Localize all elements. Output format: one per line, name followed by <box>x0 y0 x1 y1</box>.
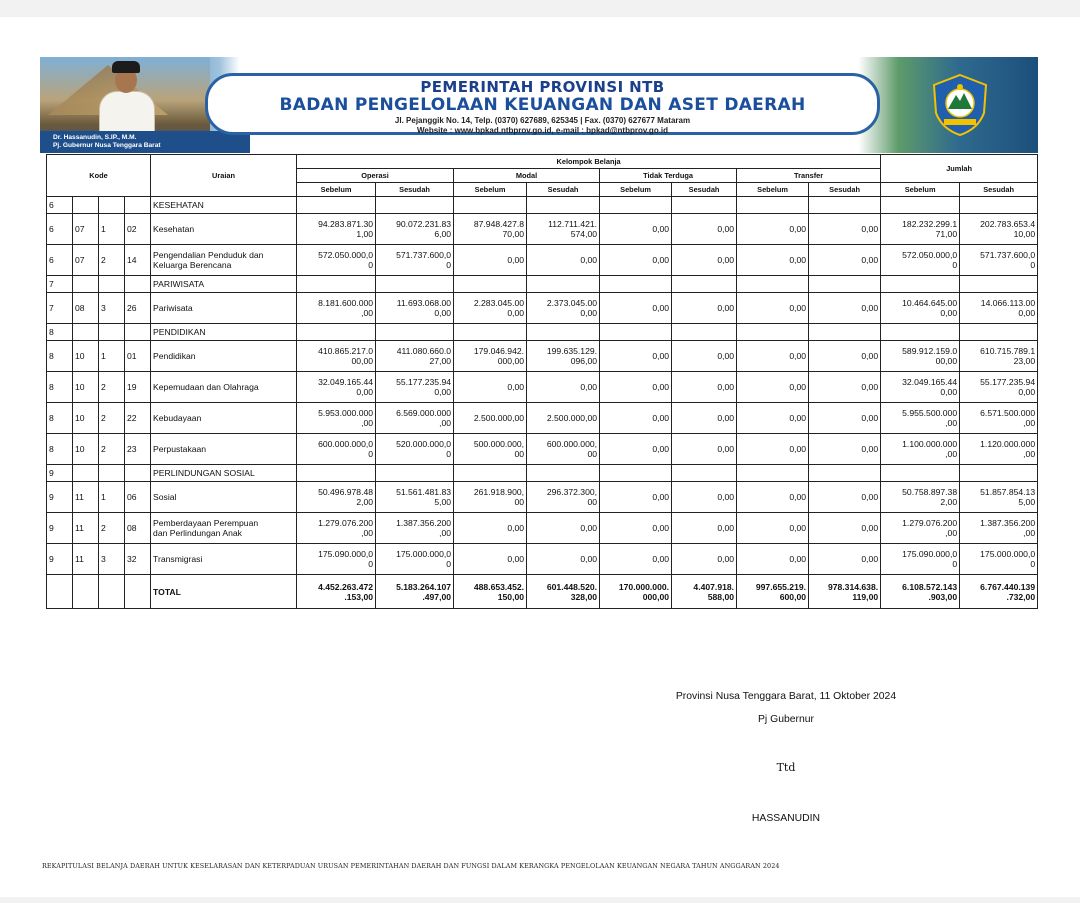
ntb-emblem-icon <box>928 73 992 137</box>
uraian-cell: PARIWISATA <box>151 276 297 293</box>
value-cell: 0,00 <box>600 482 672 513</box>
header-title-province: PEMERINTAH PROVINSI NTB <box>420 78 665 96</box>
value-cell: 182.232.299.1 71,00 <box>881 214 960 245</box>
value-cell-empty <box>600 276 672 293</box>
document-page <box>0 17 1080 897</box>
value-cell-empty <box>527 324 600 341</box>
table-row <box>47 544 1038 575</box>
table-row <box>47 341 1038 372</box>
value-cell-empty <box>672 276 737 293</box>
value-cell: 0,00 <box>672 372 737 403</box>
kode-fungsi: 19 <box>125 372 151 403</box>
value-cell-empty <box>527 276 600 293</box>
signature-ttd: Ttd <box>776 761 796 774</box>
document-footer: REKAPITULASI BELANJA DAERAH UNTUK KESELARASAN DAN KETERPADUAN URUSAN PEMERINTAHAN DAERAH DAN FUNGSI DALAM KERANGKA PENGELOLAAN KEUANGAN NEGARA TAHUN ANGGARAN 2024 <box>42 862 780 870</box>
kode-sub: 2 <box>99 434 125 465</box>
value-cell: 32.049.165.44 0,00 <box>297 372 376 403</box>
kode-bidang: 10 <box>73 403 99 434</box>
value-cell: 0,00 <box>672 544 737 575</box>
value-cell: 600.000.000,0 0 <box>297 434 376 465</box>
value-cell-empty <box>454 324 527 341</box>
value-cell-empty <box>737 197 809 214</box>
value-cell-empty <box>881 197 960 214</box>
table-row <box>47 482 1038 513</box>
value-cell: 571.737.600,0 0 <box>960 245 1038 276</box>
value-cell: 0,00 <box>454 513 527 544</box>
value-cell: 5.953.000.000 ,00 <box>297 403 376 434</box>
value-cell: 0,00 <box>454 544 527 575</box>
value-cell: 2.500.000,00 <box>454 403 527 434</box>
value-cell: 0,00 <box>809 293 881 324</box>
header-sebelum: Sebelum <box>881 183 960 197</box>
value-cell: 0,00 <box>600 214 672 245</box>
total-value-cell: 5.183.264.107 .497,00 <box>376 575 454 609</box>
table-row <box>47 214 1038 245</box>
value-cell: 55.177.235.94 0,00 <box>376 372 454 403</box>
value-cell-empty <box>960 276 1038 293</box>
governor-name: Dr. Hassanudin, S.IP., M.M. <box>53 134 137 141</box>
kode-fungsi: 01 <box>125 341 151 372</box>
value-cell: 0,00 <box>600 245 672 276</box>
value-cell-empty <box>809 276 881 293</box>
value-cell: 0,00 <box>672 293 737 324</box>
value-cell: 11.693.068.00 0,00 <box>376 293 454 324</box>
header-kelompok-belanja: Kelompok Belanja <box>297 155 881 169</box>
kode-cell-empty <box>73 197 99 214</box>
uraian-cell: Kepemudaan dan Olahraga <box>151 372 297 403</box>
total-value-cell: 997.655.219. 600,00 <box>737 575 809 609</box>
table-group-row <box>47 324 1038 341</box>
header-title-box <box>205 73 880 135</box>
value-cell: 5.955.500.000 ,00 <box>881 403 960 434</box>
kode-cell-empty <box>125 276 151 293</box>
header-sesudah: Sesudah <box>672 183 737 197</box>
total-value-cell: 488.653.452. 150,00 <box>454 575 527 609</box>
value-cell-empty <box>454 465 527 482</box>
governor-photo <box>95 61 155 135</box>
value-cell: 0,00 <box>809 434 881 465</box>
value-cell: 600.000.000, 00 <box>527 434 600 465</box>
table-row <box>47 372 1038 403</box>
header-sesudah: Sesudah <box>809 183 881 197</box>
value-cell: 520.000.000,0 0 <box>376 434 454 465</box>
value-cell: 0,00 <box>737 482 809 513</box>
table-row <box>47 245 1038 276</box>
header-tidak-terduga: Tidak Terduga <box>600 169 737 183</box>
table-group-row <box>47 197 1038 214</box>
value-cell: 1.387.356.200 ,00 <box>376 513 454 544</box>
value-cell: 0,00 <box>527 513 600 544</box>
total-value-cell: 6.108.572.143 .903,00 <box>881 575 960 609</box>
uraian-cell: Sosial <box>151 482 297 513</box>
value-cell: 10.464.645.00 0,00 <box>881 293 960 324</box>
table-group-row <box>47 276 1038 293</box>
uraian-cell: Pemberdayaan Perempuan dan Perlindungan Anak <box>151 513 297 544</box>
kode-fungsi: 06 <box>125 482 151 513</box>
total-value-cell: 601.448.520. 328,00 <box>527 575 600 609</box>
value-cell-empty <box>737 324 809 341</box>
kode-bidang: 10 <box>73 341 99 372</box>
header-sesudah: Sesudah <box>527 183 600 197</box>
kode-bidang: 10 <box>73 372 99 403</box>
kode-bidang: 11 <box>73 544 99 575</box>
kode-urusan: 9 <box>47 482 73 513</box>
uraian-cell: Kebudayaan <box>151 403 297 434</box>
kode-bidang: 07 <box>73 245 99 276</box>
value-cell: 0,00 <box>809 214 881 245</box>
kode-cell-empty <box>73 276 99 293</box>
value-cell: 0,00 <box>809 372 881 403</box>
kode-cell-empty <box>125 324 151 341</box>
total-value-cell: 978.314.638. 119,00 <box>809 575 881 609</box>
value-cell: 0,00 <box>809 341 881 372</box>
header-sebelum: Sebelum <box>454 183 527 197</box>
uraian-cell: Transmigrasi <box>151 544 297 575</box>
value-cell: 51.561.481.83 5,00 <box>376 482 454 513</box>
value-cell-empty <box>881 324 960 341</box>
value-cell: 589.912.159.0 00,00 <box>881 341 960 372</box>
kode-cell-empty <box>99 324 125 341</box>
value-cell: 0,00 <box>527 245 600 276</box>
header-banner <box>40 57 1038 153</box>
kode-bidang: 10 <box>73 434 99 465</box>
table-body <box>47 197 1038 609</box>
governor-title: Pj. Gubernur Nusa Tenggara Barat <box>53 141 161 149</box>
value-cell: 411.080.660.0 27,00 <box>376 341 454 372</box>
value-cell-empty <box>809 465 881 482</box>
value-cell: 2.283.045.00 0,00 <box>454 293 527 324</box>
budget-table <box>46 154 1038 609</box>
kode-sub: 2 <box>99 372 125 403</box>
value-cell-empty <box>881 465 960 482</box>
uraian-cell: PERLINDUNGAN SOSIAL <box>151 465 297 482</box>
kode-cell-empty <box>125 465 151 482</box>
value-cell: 0,00 <box>809 245 881 276</box>
value-cell: 87.948.427.8 70,00 <box>454 214 527 245</box>
value-cell: 1.100.000.000 ,00 <box>881 434 960 465</box>
value-cell: 2.373.045.00 0,00 <box>527 293 600 324</box>
uraian-cell: Kesehatan <box>151 214 297 245</box>
kode-fungsi: 02 <box>125 214 151 245</box>
value-cell: 0,00 <box>737 372 809 403</box>
value-cell-empty <box>527 465 600 482</box>
kode-urusan: 7 <box>47 293 73 324</box>
value-cell: 296.372.300, 00 <box>527 482 600 513</box>
header-uraian: Uraian <box>151 155 297 197</box>
uraian-cell: KESEHATAN <box>151 197 297 214</box>
value-cell-empty <box>297 465 376 482</box>
value-cell: 6.571.500.000 ,00 <box>960 403 1038 434</box>
value-cell-empty <box>672 197 737 214</box>
kode-sub: 1 <box>99 214 125 245</box>
value-cell-empty <box>454 197 527 214</box>
value-cell-empty <box>960 197 1038 214</box>
header-sebelum: Sebelum <box>600 183 672 197</box>
value-cell: 0,00 <box>737 403 809 434</box>
kode-urusan: 6 <box>47 214 73 245</box>
kode-sub: 3 <box>99 544 125 575</box>
kode-sub: 2 <box>99 403 125 434</box>
value-cell-empty <box>376 276 454 293</box>
total-value-cell: 4.407.918. 588,00 <box>672 575 737 609</box>
header-sesudah: Sesudah <box>960 183 1038 197</box>
value-cell: 0,00 <box>600 293 672 324</box>
value-cell-empty <box>297 324 376 341</box>
kode-cell-empty <box>125 575 151 609</box>
value-cell: 0,00 <box>737 434 809 465</box>
value-cell: 0,00 <box>737 214 809 245</box>
kode-bidang: 11 <box>73 482 99 513</box>
uraian-cell: Perpustakaan <box>151 434 297 465</box>
value-cell: 0,00 <box>737 341 809 372</box>
value-cell: 0,00 <box>737 513 809 544</box>
kode-urusan: 9 <box>47 544 73 575</box>
value-cell: 572.050.000,0 0 <box>881 245 960 276</box>
value-cell: 0,00 <box>672 403 737 434</box>
value-cell-empty <box>376 465 454 482</box>
value-cell: 0,00 <box>454 245 527 276</box>
value-cell: 0,00 <box>600 434 672 465</box>
kode-cell-empty <box>125 197 151 214</box>
value-cell: 14.066.113.00 0,00 <box>960 293 1038 324</box>
signature-name: HASSANUDIN <box>751 813 821 824</box>
header-address: Jl. Pejanggik No. 14, Telp. (0370) 627689, 625345 | Fax. (0370) 627677 Mataram <box>394 116 691 125</box>
header-kode: Kode <box>47 155 151 197</box>
value-cell-empty <box>454 276 527 293</box>
header-transfer: Transfer <box>737 169 881 183</box>
value-cell: 0,00 <box>672 434 737 465</box>
value-cell: 6.569.000.000 ,00 <box>376 403 454 434</box>
kode-cell-empty <box>99 465 125 482</box>
value-cell: 500.000.000, 00 <box>454 434 527 465</box>
value-cell-empty <box>737 465 809 482</box>
table-total-row <box>47 575 1038 609</box>
value-cell: 1.387.356.200 ,00 <box>960 513 1038 544</box>
value-cell: 94.283.871.30 1,00 <box>297 214 376 245</box>
value-cell-empty <box>376 324 454 341</box>
kode-urusan: 7 <box>47 276 73 293</box>
kode-fungsi: 14 <box>125 245 151 276</box>
value-cell: 2.500.000,00 <box>527 403 600 434</box>
value-cell-empty <box>809 197 881 214</box>
kode-fungsi: 26 <box>125 293 151 324</box>
value-cell: 50.496.978.48 2,00 <box>297 482 376 513</box>
value-cell: 0,00 <box>672 245 737 276</box>
kode-fungsi: 32 <box>125 544 151 575</box>
kode-urusan: 6 <box>47 197 73 214</box>
uraian-cell: Pengendalian Penduduk dan Keluarga Berencana <box>151 245 297 276</box>
kode-sub: 2 <box>99 513 125 544</box>
kode-urusan: 6 <box>47 245 73 276</box>
value-cell: 0,00 <box>600 513 672 544</box>
value-cell-empty <box>376 197 454 214</box>
uraian-cell: PENDIDIKAN <box>151 324 297 341</box>
value-cell: 572.050.000,0 0 <box>297 245 376 276</box>
kode-urusan: 9 <box>47 513 73 544</box>
value-cell: 112.711.421. 574,00 <box>527 214 600 245</box>
total-value-cell: 4.452.263.472 .153,00 <box>297 575 376 609</box>
value-cell: 261.918.900, 00 <box>454 482 527 513</box>
kode-sub: 1 <box>99 482 125 513</box>
table-row <box>47 293 1038 324</box>
value-cell: 0,00 <box>737 544 809 575</box>
value-cell: 175.090.000,0 0 <box>297 544 376 575</box>
kode-fungsi: 22 <box>125 403 151 434</box>
kode-cell-empty <box>99 575 125 609</box>
value-cell: 179.046.942. 000,00 <box>454 341 527 372</box>
value-cell-empty <box>960 465 1038 482</box>
value-cell-empty <box>809 324 881 341</box>
value-cell: 0,00 <box>672 482 737 513</box>
header-modal: Modal <box>454 169 600 183</box>
header-website: Website : www.bpkad.ntbprov.go.id, e-mail : bpkad@ntbprov.go.id <box>416 126 669 135</box>
value-cell: 0,00 <box>600 403 672 434</box>
value-cell: 0,00 <box>737 293 809 324</box>
value-cell: 0,00 <box>737 245 809 276</box>
kode-fungsi: 23 <box>125 434 151 465</box>
total-value-cell: 170.000.000. 000,00 <box>600 575 672 609</box>
kode-cell-empty <box>99 276 125 293</box>
value-cell-empty <box>600 197 672 214</box>
value-cell: 32.049.165.44 0,00 <box>881 372 960 403</box>
header-jumlah: Jumlah <box>881 155 1038 183</box>
kode-cell-empty <box>73 575 99 609</box>
kode-urusan: 8 <box>47 341 73 372</box>
total-value-cell: 6.767.440.139 .732,00 <box>960 575 1038 609</box>
value-cell: 0,00 <box>672 341 737 372</box>
kode-cell-empty <box>99 197 125 214</box>
header-operasi: Operasi <box>297 169 454 183</box>
kode-cell-empty <box>73 465 99 482</box>
value-cell-empty <box>297 197 376 214</box>
header-sebelum: Sebelum <box>737 183 809 197</box>
value-cell-empty <box>881 276 960 293</box>
value-cell: 0,00 <box>809 544 881 575</box>
value-cell: 199.635.129. 096,00 <box>527 341 600 372</box>
value-cell: 0,00 <box>600 341 672 372</box>
value-cell: 90.072.231.83 6,00 <box>376 214 454 245</box>
kode-urusan: 8 <box>47 434 73 465</box>
value-cell-empty <box>527 197 600 214</box>
value-cell: 1.120.000.000 ,00 <box>960 434 1038 465</box>
kode-fungsi: 08 <box>125 513 151 544</box>
value-cell: 8.181.600.000 ,00 <box>297 293 376 324</box>
value-cell: 51.857.854.13 5,00 <box>960 482 1038 513</box>
value-cell: 410.865.217.0 00,00 <box>297 341 376 372</box>
value-cell-empty <box>960 324 1038 341</box>
table-group-row <box>47 465 1038 482</box>
kode-bidang: 11 <box>73 513 99 544</box>
kode-sub: 3 <box>99 293 125 324</box>
kode-sub: 1 <box>99 341 125 372</box>
value-cell-empty <box>672 324 737 341</box>
value-cell: 571.737.600,0 0 <box>376 245 454 276</box>
value-cell: 55.177.235.94 0,00 <box>960 372 1038 403</box>
kode-urusan: 8 <box>47 324 73 341</box>
value-cell: 202.783.653.4 10,00 <box>960 214 1038 245</box>
value-cell-empty <box>297 276 376 293</box>
value-cell: 0,00 <box>809 403 881 434</box>
value-cell: 0,00 <box>527 372 600 403</box>
value-cell-empty <box>737 276 809 293</box>
value-cell: 0,00 <box>672 214 737 245</box>
value-cell: 610.715.789.1 23,00 <box>960 341 1038 372</box>
value-cell: 175.000.000,0 0 <box>960 544 1038 575</box>
value-cell: 0,00 <box>600 544 672 575</box>
kode-cell-empty <box>47 575 73 609</box>
signature-role: Pj Gubernur <box>757 714 815 725</box>
uraian-cell: Pendidikan <box>151 341 297 372</box>
table-row <box>47 434 1038 465</box>
kode-urusan: 9 <box>47 465 73 482</box>
kode-bidang: 08 <box>73 293 99 324</box>
value-cell: 0,00 <box>527 544 600 575</box>
kode-cell-empty <box>73 324 99 341</box>
uraian-cell: Pariwisata <box>151 293 297 324</box>
value-cell: 0,00 <box>809 513 881 544</box>
value-cell-empty <box>600 324 672 341</box>
signature-place-date: Provinsi Nusa Tenggara Barat, 11 Oktober 2024 <box>675 691 897 702</box>
value-cell: 50.758.897.38 2,00 <box>881 482 960 513</box>
table-row <box>47 513 1038 544</box>
header-sesudah: Sesudah <box>376 183 454 197</box>
value-cell: 0,00 <box>672 513 737 544</box>
value-cell: 1.279.076.200 ,00 <box>297 513 376 544</box>
value-cell: 175.000.000,0 0 <box>376 544 454 575</box>
value-cell: 0,00 <box>809 482 881 513</box>
kode-bidang: 07 <box>73 214 99 245</box>
kode-urusan: 8 <box>47 372 73 403</box>
kode-sub: 2 <box>99 245 125 276</box>
value-cell-empty <box>672 465 737 482</box>
value-cell: 0,00 <box>600 372 672 403</box>
value-cell: 1.279.076.200 ,00 <box>881 513 960 544</box>
header-title-agency: BADAN PENGELOLAAN KEUANGAN DAN ASET DAERAH <box>279 95 806 115</box>
value-cell-empty <box>600 465 672 482</box>
kode-urusan: 8 <box>47 403 73 434</box>
value-cell: 0,00 <box>454 372 527 403</box>
value-cell: 175.090.000,0 0 <box>881 544 960 575</box>
total-label: TOTAL <box>151 575 297 609</box>
table-row <box>47 403 1038 434</box>
header-sebelum: Sebelum <box>297 183 376 197</box>
